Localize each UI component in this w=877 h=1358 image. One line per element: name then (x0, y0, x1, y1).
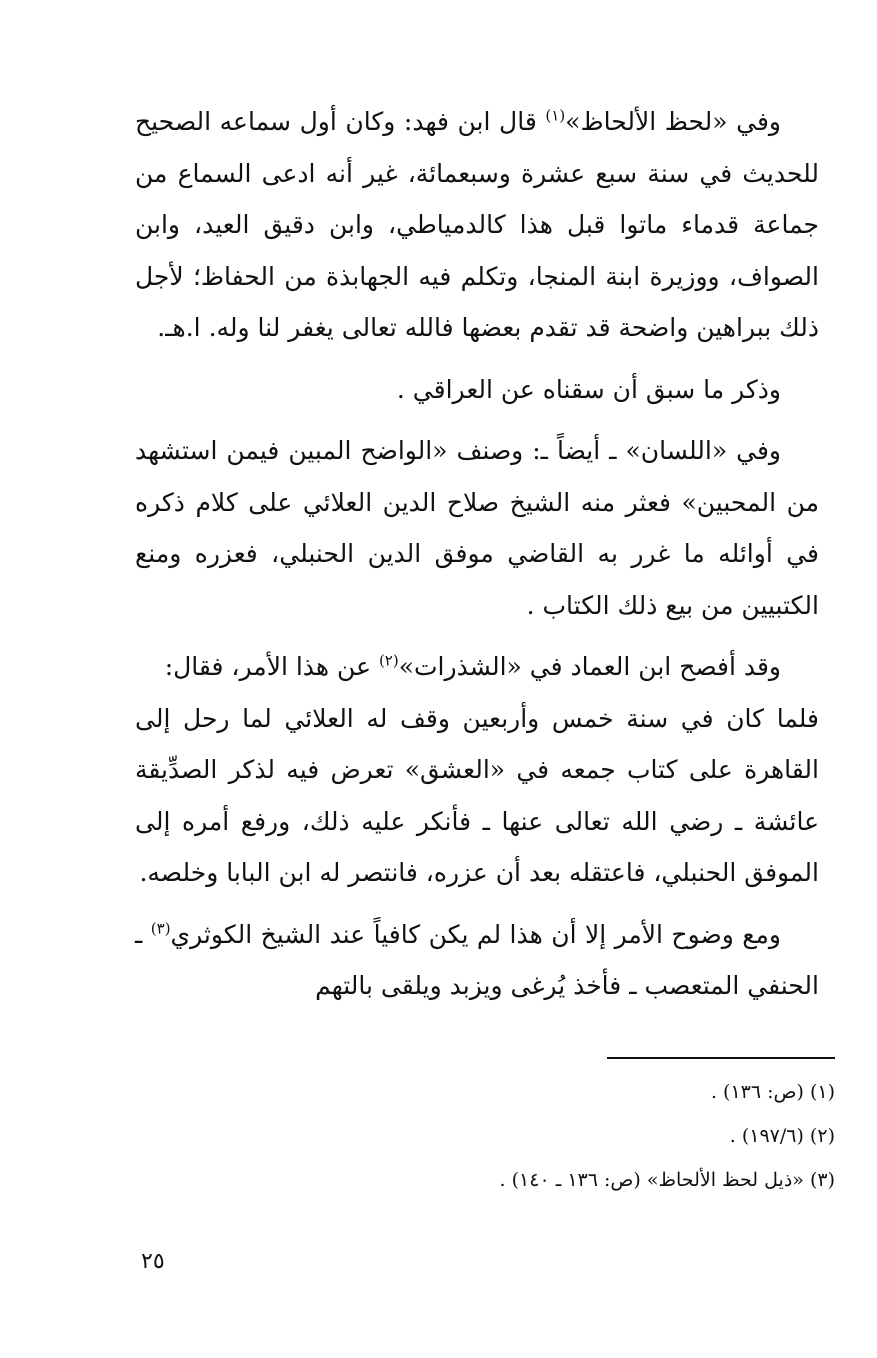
paragraph-2-text: وذكر ما سبق أن سقناه عن العراقي . (396, 374, 781, 404)
paragraph-6-text-a: ومع وضوح الأمر إلا أن هذا لم يكن كافياً عند الشيخ الكوثري (170, 919, 781, 949)
paragraph-5 (135, 693, 819, 899)
footnote-ref-1: (١) (545, 106, 566, 125)
main-text (135, 96, 819, 1012)
paragraph-3-text: وفي «اللسان» ـ أيضاً ـ: وصنف «الواضح المبين فيمن استشهد من المحبين» فعثر منه الشيخ صلاح الدين العلائي على كلام ذكره في أوائله ما غرر به القاضي موفق الدين الحنبلي، فعزره ومنع الكتبيين من بيع ذلك الكتاب . (135, 436, 819, 620)
page-number: ٢٥ (141, 1249, 165, 1274)
footnote-2: (٢) (١٩٧/٦) . (729, 1125, 835, 1147)
footnotes (200, 1070, 835, 1202)
footnote-1: (١) (ص: ١٣٦) . (710, 1081, 835, 1103)
paragraph-2 (135, 364, 819, 416)
paragraph-6 (135, 909, 819, 1012)
footnote-3: (٣) «ذيل لحظ الألحاظ» (ص: ١٣٦ ـ ١٤٠) . (499, 1169, 835, 1191)
paragraph-1 (135, 96, 819, 354)
footnote-ref-2: (٢) (378, 651, 399, 670)
footnote-separator (607, 1057, 835, 1059)
paragraph-4-text-b: عن هذا الأمر، فقال: (164, 652, 379, 681)
paragraph-1-text-a: وفي «لحظ الألحاظ» (565, 107, 781, 136)
paragraph-4 (135, 641, 819, 693)
paragraph-1-text-b: قال ابن فهد: وكان أول سماعه الصحيح للحديث في سنة سبع عشرة وسبعمائة، غير أنه ادعى السماع من جماعة قدماء ماتوا قبل هذا كالدمياطي، وابن دقيق العيد، وابن الصواف، ووزيرة ابنة المنجا، وتكلم فيه الجهابذة من الحفاظ؛ لأجل ذلك ببراهين واضحة قد تقدم بعضها فالله تعالى يغفر لنا وله. ا.هـ. (135, 107, 819, 342)
footnote-ref-3: (٣) (150, 919, 171, 938)
paragraph-5-text: فلما كان في سنة خمس وأربعين وقف له العلائي لما رحل إلى القاهرة على كتاب جمعه في «العشق» تعرض فيه لذكر الصدِّيقة عائشة ـ رضي الله تعالى عنها ـ فأنكر عليه ذلك، ورفع أمره إلى الموفق الحنبلي، فاعتقله بعد أن عزره، فانتصر له ابن البابا وخلصه. (135, 703, 819, 887)
paragraph-6-text-b: ـ الحنفي المتعصب ـ فأخذ يُرغى ويزبد ويلقى بالتهم (135, 919, 819, 1000)
paragraph-3 (135, 425, 819, 631)
paragraph-4-text-a: وقد أفصح ابن العماد في «الشذرات» (398, 652, 781, 681)
